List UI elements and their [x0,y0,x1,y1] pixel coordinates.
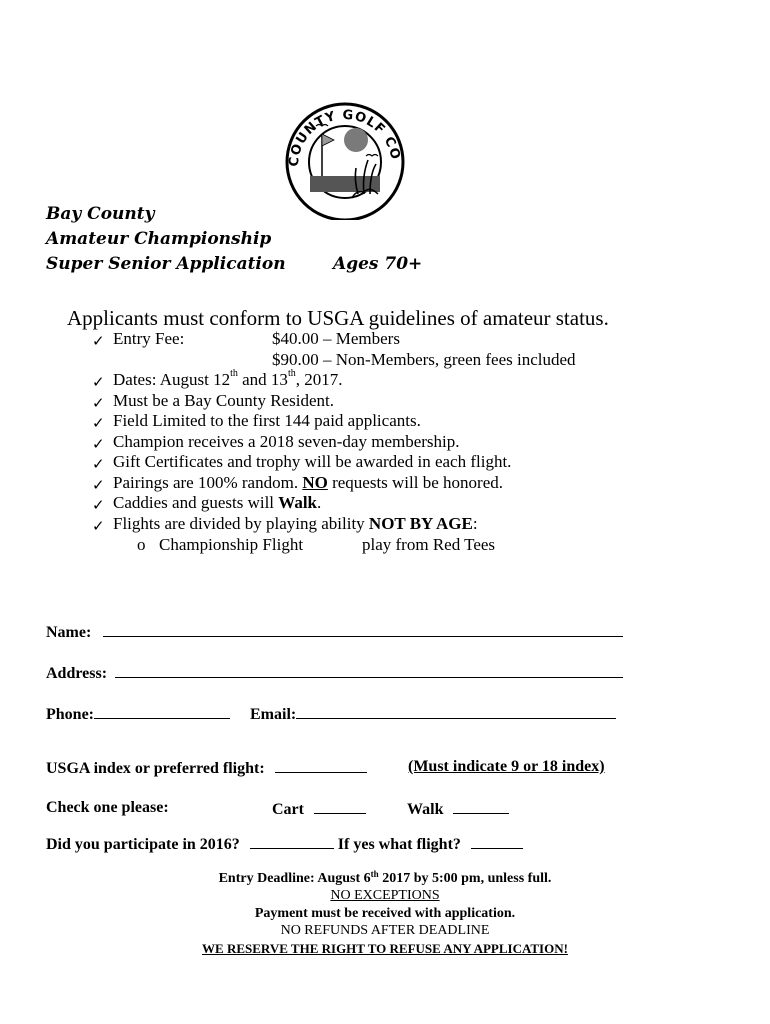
phone-label: Phone: [46,706,94,723]
title-line-2: Amateur Championship [46,229,272,249]
check-icon: ✓ [92,478,105,494]
email-field[interactable] [296,704,616,719]
usga-label: USGA index or preferred flight: [46,760,265,777]
cart-label: Cart [272,801,304,818]
check-icon: ✓ [92,498,105,514]
address-label: Address: [46,665,108,682]
check-one-label: Check one please: [46,799,169,816]
no-refunds: NO REFUNDS AFTER DEADLINE [280,923,490,938]
check-icon: ✓ [92,416,105,432]
check-icon: ✓ [92,457,105,473]
gifts-item: Gift Certificates and trophy will be awarded in each flight. [113,452,512,471]
entry-deadline: Entry Deadline: August 6th 2017 by 5:00 pm, unless full. [218,869,552,886]
ages-label: Ages 70+ [333,254,423,274]
championship-flight: Championship Flight [159,535,304,554]
title-line-1: Bay County [46,204,155,224]
cart-field[interactable] [314,799,366,814]
usga-field[interactable] [275,758,367,773]
name-field[interactable] [103,622,623,637]
no-exceptions: NO EXCEPTIONS [330,888,440,903]
entry-fee-label: Entry Fee: [113,329,185,348]
walk-field[interactable] [453,799,509,814]
participate-field[interactable] [250,834,334,849]
phone-row [46,704,230,724]
caddies-item: Caddies and guests will Walk. [113,493,322,512]
check-icon: ✓ [92,396,105,412]
check-icon: ✓ [92,334,105,350]
usga-note: (Must indicate 9 or 18 index) [408,758,605,775]
golf-course-logo [280,98,410,220]
phone-field[interactable] [94,704,230,719]
walk-label: Walk [407,801,444,818]
fee-nonmembers: $90.00 – Non-Members, green fees included [272,350,576,369]
resident-item: Must be a Bay County Resident. [113,391,334,410]
sub-bullet-marker: o [137,535,146,554]
participate-row [46,834,523,854]
email-row [250,704,616,724]
champion-item: Champion receives a 2018 seven-day membership. [113,432,460,451]
fee-members: $40.00 – Members [272,329,400,348]
red-tees: play from Red Tees [362,535,496,554]
logo-ring-text: COUNTY GOLF CO [286,107,403,168]
dates-item: Dates: August 12th and 13th, 2017. [113,368,343,389]
walk-row [407,799,509,819]
check-icon: ✓ [92,375,105,391]
title-line-3: Super Senior Application [46,254,286,274]
usga-row [46,758,367,778]
field-limited-item: Field Limited to the first 144 paid applicants. [113,411,421,430]
participate-label: Did you participate in 2016? [46,836,240,853]
svg-text:BAY COUNTY GOLF COURSE [280,98,403,167]
cart-row [272,799,366,819]
pairings-item: Pairings are 100% random. NO requests will be honored. [113,473,503,492]
ifyes-label: If yes what flight? [337,836,461,853]
intro-statement: Applicants must conform to USGA guidelines of amateur status. [67,306,609,330]
name-label: Name: [46,624,92,641]
check-icon: ✓ [92,519,105,535]
name-row [46,622,623,642]
payment-notice: Payment must be received with application. [254,906,516,921]
ifyes-field[interactable] [471,834,523,849]
reserve-right: WE RESERVE THE RIGHT TO REFUSE ANY APPLICATION! [202,941,568,956]
address-row [46,663,623,683]
email-label: Email: [250,706,297,723]
check-icon: ✓ [92,437,105,453]
address-field[interactable] [115,663,623,678]
flights-item: Flights are divided by playing ability NOT BY AGE: [113,514,478,533]
